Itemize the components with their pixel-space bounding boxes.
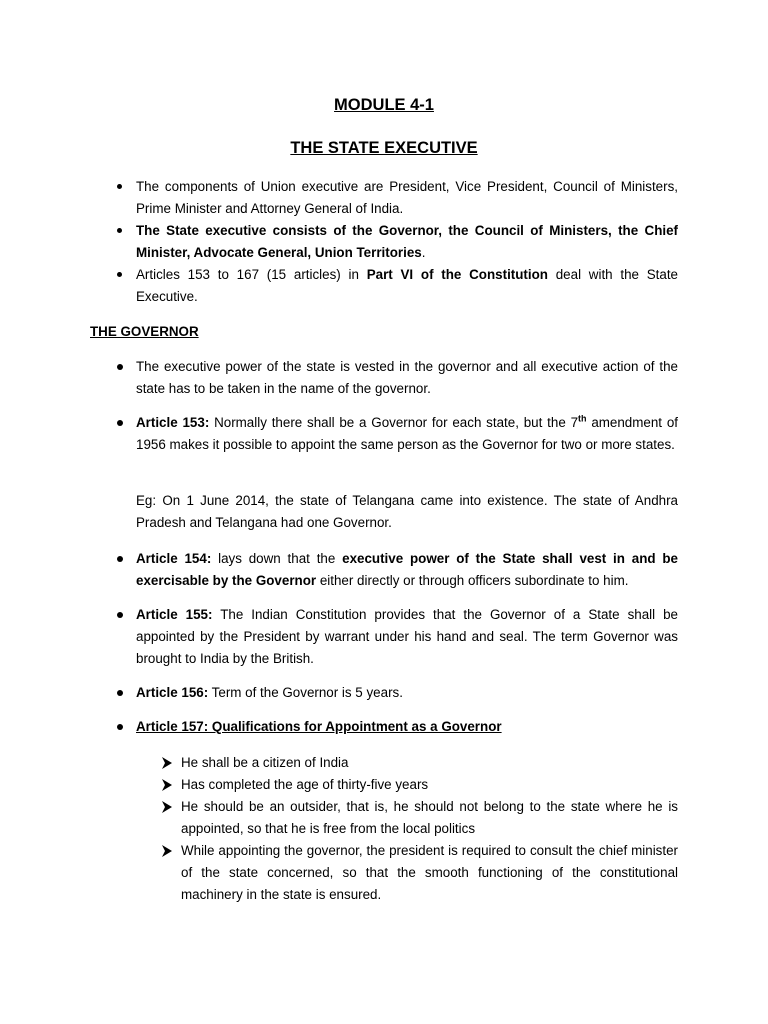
article-157-heading: Article 157: Qualifications for Appointment as a Governor [136,719,502,734]
intro-bullet-3 [136,264,678,308]
governor-bullet-article-157 [136,716,678,738]
intro-bullet-2 [136,220,678,264]
qualification-item-2-text: Has completed the age of thirty-five years [181,777,429,792]
arrow-bullet-icon [161,778,173,792]
qualification-item-3-text: He should be an outsider, that is, he should not belong to the state where he is appointed, so that he is free from the local politics [181,799,678,836]
example-text: Eg: On 1 June 2014, the state of Telangana came into existence. The state of Andhra Pradesh and Telangana had one Governor. [136,493,678,530]
intro-bullet-3-text-c: deal with the State Executive. [136,267,678,304]
intro-bullet-2-period: . [421,245,426,260]
bullet-dot [117,364,123,370]
article-153-text-a: Normally there shall be a Governor for each state, but the 7 [209,415,579,430]
governor-bullet-article-154 [136,548,678,592]
article-154-label: Article 154: [136,551,212,566]
document-title: THE STATE EXECUTIVE [290,139,478,157]
governor-bullet-article-155 [136,604,678,670]
governor-bullet-article-153 [136,412,678,456]
qualification-item-3 [181,796,678,840]
arrow-bullet-icon [161,756,173,770]
article-153-text-b: amendment of 1956 makes it possible to appoint the same person as the Governor for two or more states. [136,415,678,452]
qualification-item-1 [181,752,678,774]
bullet-dot [117,420,123,426]
arrow-bullet-icon [161,844,173,858]
bullet-dot [117,272,122,277]
bullet-dot [117,724,123,730]
intro-bullet-1 [136,176,678,220]
intro-bullet-3-text-b: Part VI of the Constitution [366,267,548,282]
bullet-dot [117,612,123,618]
section-heading-governor: THE GOVERNOR [90,324,199,339]
article-156-label: Article 156: [136,685,209,700]
article-155-label: Article 155: [136,607,213,622]
governor-bullet-1 [136,356,678,400]
article-153-label: Article 153: [136,415,210,430]
intro-bullet-3-text-a: Articles 153 to 167 (15 articles) in [136,267,367,282]
qualification-item-2 [181,774,678,796]
bullet-dot [117,228,122,233]
bullet-dot [117,690,123,696]
intro-bullet-2-text: The State executive consists of the Governor, the Council of Ministers, the Chief Minister, Advocate General, Union Territories [136,223,678,260]
qualification-item-1-text: He shall be a citizen of India [181,755,349,770]
article-156-text: Term of the Governor is 5 years. [208,685,403,700]
superscript-th: th [578,413,587,424]
article-154-text-c: either directly or through officers subordinate to him. [316,573,629,588]
qualification-item-4-text: While appointing the governor, the president is required to consult the chief minister of the state concerned, so that the smooth functioning of the constitutional machinery in the state is ensured. [181,843,678,902]
article-155-text: The Indian Constitution provides that the Governor of a State shall be appointed by the President by warrant under his hand and seal. The term Governor was brought to India by the British. [136,607,678,666]
governor-bullet-article-156 [136,682,678,704]
intro-bullet-1-text: The components of Union executive are President, Vice President, Council of Ministers, Prime Minister and Attorney General of India. [136,179,678,216]
arrow-bullet-icon [161,800,173,814]
governor-bullet-1-text: The executive power of the state is vested in the governor and all executive action of the state has to be taken in the name of the governor. [136,359,678,396]
qualification-item-4 [181,840,678,906]
bullet-dot [117,556,123,562]
module-title: MODULE 4-1 [334,96,434,114]
article-154-text-b: executive power of the State shall vest in and be exercisable by the Governor [136,551,678,588]
bullet-dot [117,184,122,189]
article-154-text-a: lays down that the [211,551,343,566]
example-paragraph [136,490,678,534]
